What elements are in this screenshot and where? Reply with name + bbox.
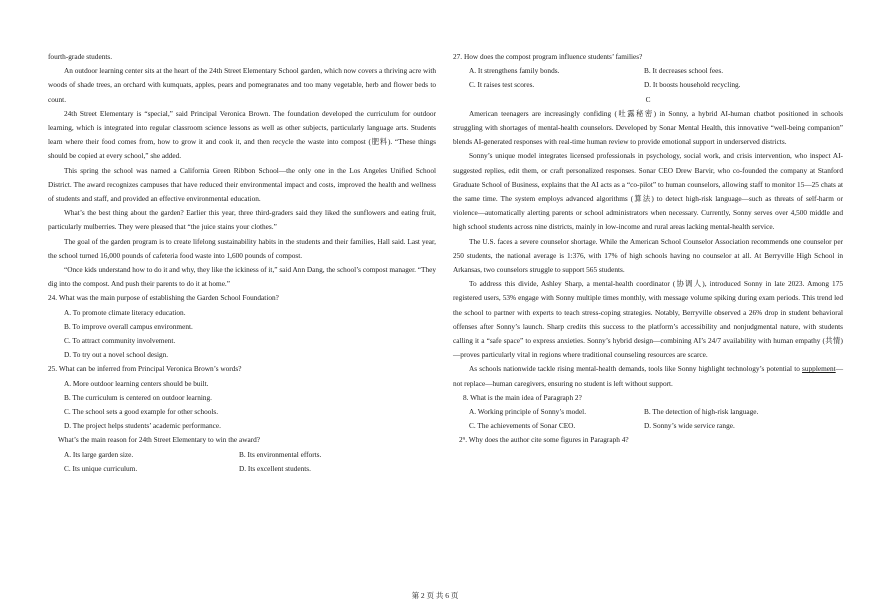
paragraph: American teenagers are increasingly confiding (吐露秘密) in Sonny, a hybrid AI-human chatbot positioned in schools struggling with shortages of mental-health counselors. Developed by Sonar Mental Health, this innovative “well-being companion” blends AI-generated responses with real-time human review to provide emotional support in underserved districts. — [453, 108, 843, 147]
paragraph: 24th Street Elementary is “special,” said Principal Veronica Brown. The foundation developed the curriculum for outdoor learning, which is integrated into regular classroom science lessons as well as other subjects, particularly language arts. Students learn where their food comes from, how to grow it and cook it, and then recycle the waste into compost (肥料). “These things should be copied at every school,” she added. — [48, 108, 436, 161]
option: B. To improve overall campus environment. — [64, 321, 193, 331]
option-row — [453, 64, 843, 78]
paragraph: The U.S. faces a severe counselor shortage. While the American School Counselor Association recommends one counselor per 250 students, the national average is 1:376, with 17% of high schools having no counselor at all. At Berryville High School in Arkansas, two counselors struggle to support 565 students. — [453, 236, 843, 275]
option: C. The school sets a good example for other schools. — [64, 407, 219, 417]
option: C. To attract community involvement. — [64, 336, 176, 346]
page-footer: 第 2 页 共 6 页 — [411, 591, 459, 600]
option-row — [453, 78, 843, 92]
paragraph: fourth-grade students. — [48, 52, 113, 61]
option: B. It decreases school fees. — [644, 66, 724, 76]
option: A. It strengthens family bonds. — [469, 66, 560, 76]
option: A. More outdoor learning centers should be built. — [64, 378, 209, 388]
underlined-word: supplement — [802, 364, 836, 374]
option: D. Its excellent students. — [239, 463, 311, 473]
paragraph: An outdoor learning center sits at the heart of the 24th Street Elementary School garden, which now covers a thriving acre with woods of shade trees, an orchard with kumquats, apples, pears and pomegranates and too many vegetable, herb and flower beds to count. — [48, 66, 436, 104]
option: A. Working principle of Sonny’s model. — [469, 407, 587, 417]
option: B. Its environmental efforts. — [239, 449, 322, 459]
option-row — [453, 419, 843, 433]
option: D. The project helps students’ academic performance. — [64, 421, 221, 431]
option: D. Sonny’s wide service range. — [644, 421, 735, 431]
option-row — [453, 405, 843, 419]
paragraph: To address this divide, Ashley Sharp, a mental-health coordinator (协调人), introduced Sonny in late 2023. Among 175 registered users, 53% engage with Sonny multiple times monthly, with message volume spiking during exam periods. This trend led the school to partner with experts to teach stress-coping strategies. Notably, Berryville observed a 26% drop in student behavioral offenses after Sonny’s launch. Sharp credits this success to the platform’s accessibility and nonjudgmental nature, with students calling it a “safe space” to express anxieties. Sonny’s hybrid design—combining AI’s 24/7 availability with human empathy (共情)—proves particularly vital in regions where traditional counseling resources are scarce. — [453, 279, 843, 360]
section-heading: C — [645, 94, 651, 104]
paragraph: Sonny’s unique model integrates licensed professionals in psychology, social work, and crisis intervention, who inspect AI-suggested replies, edit them, or craft personalized responses. Sonar CEO Drew Barvir, who co-founded the company at Stanford Graduate School of Business, explains that the AI acts as a “co-pilot” to human counselors, allowing staff to monitor 15—25 chats at the same time. The system employs advanced algorithms (算法) to detect high-risk language—such as threats of self-harm or violence—automatically alerting parents or school administrators when necessary. Currently, Sonny serves over 4,500 middle and high school students across nine districts, mainly in low-income and rural areas lacking mental-health service. — [453, 151, 843, 232]
question-27: 27. How does the compost program influence students’ families? — [453, 52, 643, 61]
question-29: 2⁹. Why does the author cite some figures in Paragraph 4? — [459, 435, 629, 445]
question-25: 25. What can be inferred from Principal Veronica Brown’s words? — [48, 364, 242, 374]
option: B. The curriculum is centered on outdoor learning. — [64, 392, 212, 402]
right-column — [453, 50, 843, 448]
option-row — [48, 448, 436, 462]
left-column — [48, 50, 436, 476]
option: C. Its unique curriculum. — [64, 463, 138, 473]
option-row — [48, 462, 436, 476]
question-28: 8. What is the main idea of Paragraph 2? — [463, 392, 582, 402]
paragraph — [453, 362, 843, 390]
option: D. It boosts household recycling. — [644, 80, 741, 90]
text: —not replace—human caregivers, ensuring no student is left without support. — [453, 364, 843, 388]
option: A. Its large garden size. — [64, 449, 134, 459]
paragraph: What’s the best thing about the garden? Earlier this year, three third-graders said they liked the sunflowers and eating fruit, particularly mulberries. They were pleased that “the juice stains your clothes.” — [48, 208, 436, 232]
question-26: What’s the main reason for 24th Street Elementary to win the award? — [58, 435, 261, 445]
text: As schools nationwide tackle rising mental-health demands, tools like Sonny highlight technology’s potential to — [469, 364, 803, 374]
option: A. To promote climate literacy education. — [64, 307, 186, 317]
paragraph: The goal of the garden program is to create lifelong sustainability habits in the students and their families, Hall said. Last year, the school turned 16,000 pounds of cafeteria food waste into 1,600 pounds of compost. — [48, 236, 436, 260]
question-24: 24. What was the main purpose of establishing the Garden School Foundation? — [48, 293, 279, 303]
paragraph: This spring the school was named a California Green Ribbon School—the only one in the Los Angeles Unified School District. The award recognizes campuses that have reduced their environmental impact and costs, improved the health and wellness of students and staff, and provided an effective environmental education. — [48, 165, 436, 204]
option: D. To try out a novel school design. — [64, 350, 169, 360]
paragraph: “Once kids understand how to do it and why, they like the ickiness of it,” said Ann Dang, the school’s compost manager. “They dig into the compost. And push their parents to do it at home.” — [48, 265, 436, 289]
option: C. The achievements of Sonar CEO. — [469, 421, 576, 431]
option: C. It raises test scores. — [469, 80, 535, 90]
option: B. The detection of high-risk language. — [644, 407, 759, 417]
